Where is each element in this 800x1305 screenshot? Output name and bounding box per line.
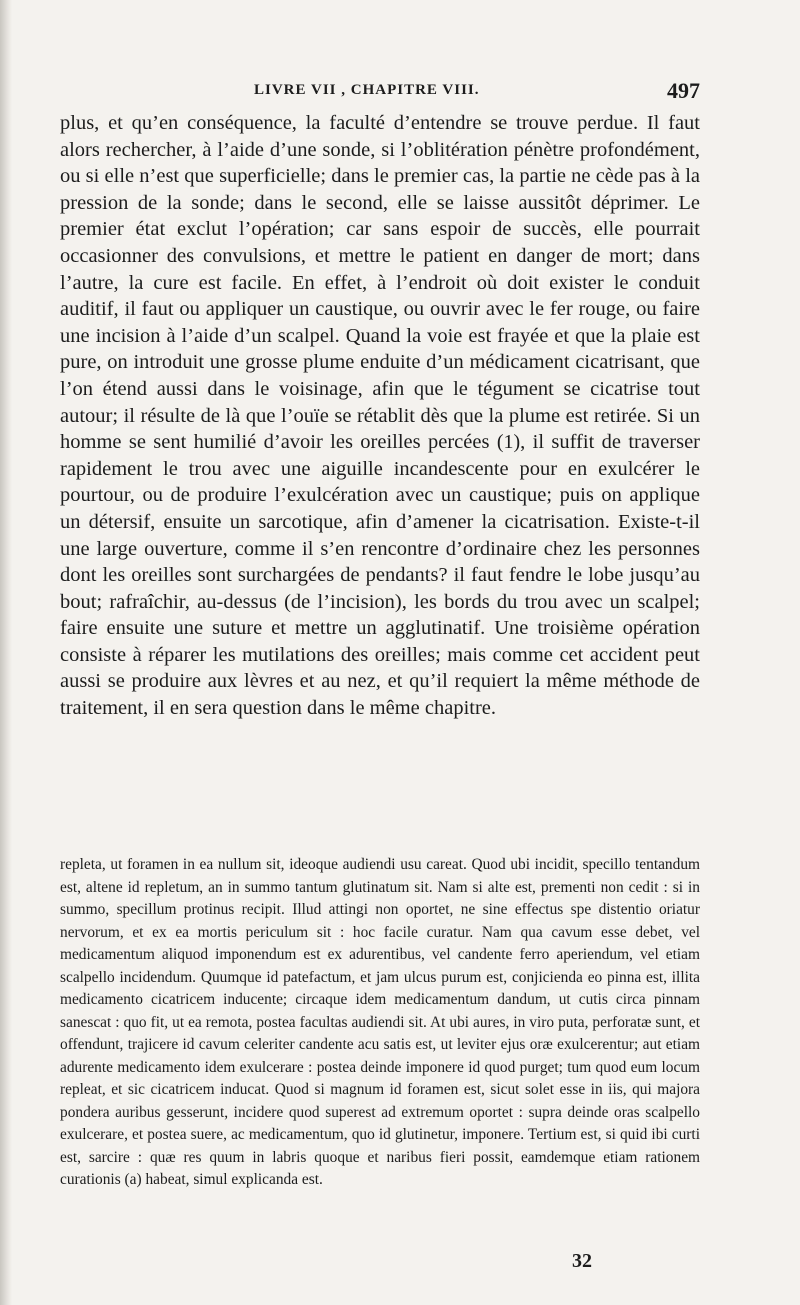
latin-original-text (60, 854, 700, 1192)
main-text-part-1: plus, et qu’en conséquence, la faculté d’entendre se trouve perdue. Il faut alors rechercher, à l’aide d’une sonde, si l’oblitération pénètre profondément, ou si elle n’est que superficielle; dans le premier cas, la partie ne cède pas à la pression de la sonde; dans le second, elle se laisse aussitôt déprimer. Le premier état exclut l’opération; car sans espoir de succès, elle pourrait occasionner des convulsions, et mettre le patient en danger de mort; dans l’autre, la cure est facile. En effet, à l’endroit où doit exister le conduit auditif, il faut ou appliquer un caustique, ou ouvrir avec le fer rouge, ou faire une incision à l’aide d’un scalpel. Quand la voie est frayée et que la plaie est pure, on introduit une grosse plume enduite d’un médicament cicatrisant, que l’on étend aussi dans le voisinage, afin que le tégument se cicatrise tout autour; il résulte de là que l’ouïe se rétablit dès que la plume est retirée. Si un homme se sent humilié d’avoir les oreilles percées (60, 112, 700, 454)
page-number: 497 (667, 78, 700, 103)
signature-mark: 32 (572, 1250, 592, 1272)
latin-paragraph: repleta, ut foramen in ea nullum sit, ideoque audiendi usu careat. Quod ubi incidit, specillo tentandum est, altene id repletum, an in summo tantum glutinatum sit. Nam si alte est, prementi non cedit : si in summo, specillum protinus recipit. Illud attingi non oportet, ne sine effectus spe distentio oriatur nervorum, et ex ea mortis periculum sit : hoc facile curatur. Nam qua cavum esse debet, vel medicamentum aliquod imponendum est ex adurentibus, vel candente ferro aperiendum, vel etiam scalpello incidendum. Quumque id patefactum, et jam ulcus purum est, conjicienda eo pinna est, illita medicamento cicatricem inducente; circaque idem medicamentum dandum, ut cutis circa pinnam sanescat : quo fit, ut ea remota, postea facultas audiendi sit. At ubi aures, in viro puta, perforatæ sunt, et offendunt, trajicere id cavum celeriter candente acu satis est, ut leviter ejus oræ exulcerentur; aut etiam adurente medicamento idem exulcerare : postea deinde imponere id quod purget; tum quod eum locum repleat, et sic cicatricem inducat. Quod si magnum id foramen est, sicut solet esse in iis, qui majora pondera auribus gesserunt, incidere quod superest ad extremum oportet : supra deinde oras scalpello exulcerare, et postea suere, ac medicamentum, quo id glutinetur, imponere. Tertium est, si quid ibi curti est, sarcire : quæ res quum in labris quoque et naribus fieri possit, eamdemque etiam rationem curationis (a) habeat, simul explicanda est. (60, 856, 700, 1188)
footnote-marker: (1) (496, 431, 521, 454)
running-head: LIVRE VII , CHAPITRE VIII. (254, 82, 480, 98)
page-header (60, 78, 700, 108)
main-text-part-2: , il suffit de traverser rapidement le trou avec une aiguille incandescente pour en exulcérer le pourtour, ou de produire l’exulcération avec un caustique; puis on applique un détersif, ensuite un sarcotique, afin d’amener la cicatrisation. Existe-t-il une large ouverture, comme il s’en rencontre d’ordinaire chez les personnes dont les oreilles sont surchargées de pendants? il faut fendre le lobe jusqu’au bout; rafraîchir, au-dessus (de l’incision), les bords du trou avec un scalpel; faire ensuite une suture et mettre un agglutinatif. Une troisième opération consiste à réparer les mutilations des oreilles; mais comme cet accident peut aussi se produire aux lèvres et au nez, et qu’il requiert la même méthode de traitement, il en sera question dans le même chapitre. (60, 431, 701, 720)
main-paragraph (60, 110, 700, 722)
page-edge-shadow (0, 0, 12, 1305)
main-french-text (60, 110, 700, 722)
